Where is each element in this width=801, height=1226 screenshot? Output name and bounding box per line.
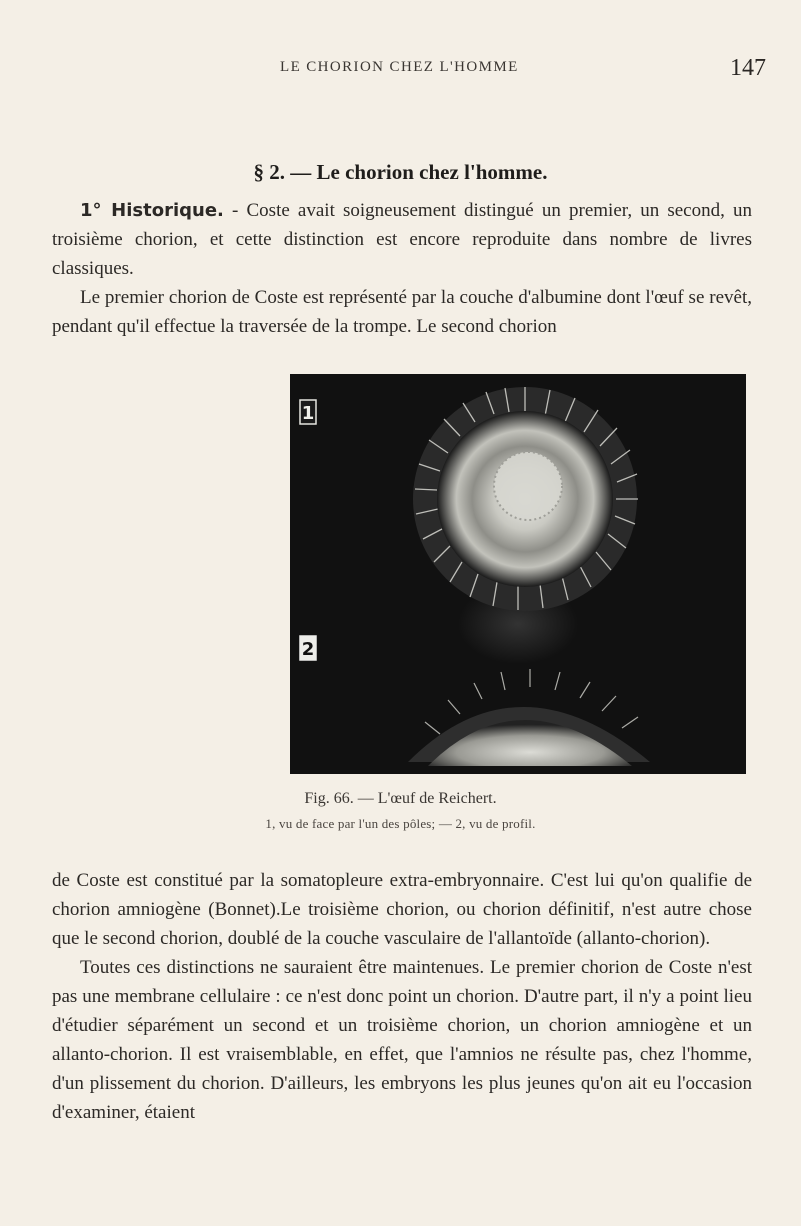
figure-label-1: 1	[301, 403, 315, 424]
paragraph-continuation: de Coste est constitué par la somatopleure extra-embryonnaire. C'est lui qu'on qualifie de chorion amniogène (Bonnet).Le troisième chorion, ou chorion définitif, n'est autre chose que le second chorion, doublé de la couche vasculaire de l'allantoïde (allanto-chorion).	[52, 870, 752, 949]
text-block-bottom	[52, 866, 752, 1127]
page-number: 147	[730, 55, 766, 81]
paragraph-distinctions: Toutes ces distinctions ne sauraient être maintenues. Le premier chorion de Coste n'est pas une membrane cellulaire : ce n'est donc point un chorion. D'autre part, il n'y a point lieu d'étudier séparément un second et un troisième chorion, un chorion amniogène et un allanto-chorion. Il est vraisemblable, en effet, que l'amnios ne résulte pas, chez l'homme, d'un plissement du chorion. D'ailleurs, les embryons les plus jeunes qu'on ait eu l'occasion d'examiner, étaient	[52, 957, 752, 1123]
historique-text: - Coste avait soigneusement distingué un premier, un second, un troisième chorion, et cette distinction est encore reproduite dans nombre de livres classiques.	[52, 200, 752, 279]
reichert-egg-illustration	[290, 374, 746, 774]
figure-subcaption: 1, vu de face par l'un des pôles; — 2, vu de profil.	[265, 816, 536, 831]
paragraph-historique	[52, 196, 752, 283]
figure-plate	[290, 374, 746, 774]
section-heading-text: § 2. — Le chorion chez l'homme.	[253, 160, 548, 184]
figure-caption: Fig. 66. — L'œuf de Reichert.	[304, 790, 497, 807]
paragraph-premier-chorion: Le premier chorion de Coste est représenté par la couche d'albumine dont l'œuf se revêt, pendant qu'il effectue la traversée de la trompe. Le second chorion	[52, 287, 752, 337]
historique-lead: 1° Historique.	[80, 200, 224, 221]
running-title: LE CHORION CHEZ L'HOMME	[280, 59, 519, 75]
figure-label-2: 2	[301, 639, 315, 660]
text-block-top	[52, 196, 752, 341]
running-head	[0, 55, 801, 85]
section-heading	[0, 160, 801, 185]
